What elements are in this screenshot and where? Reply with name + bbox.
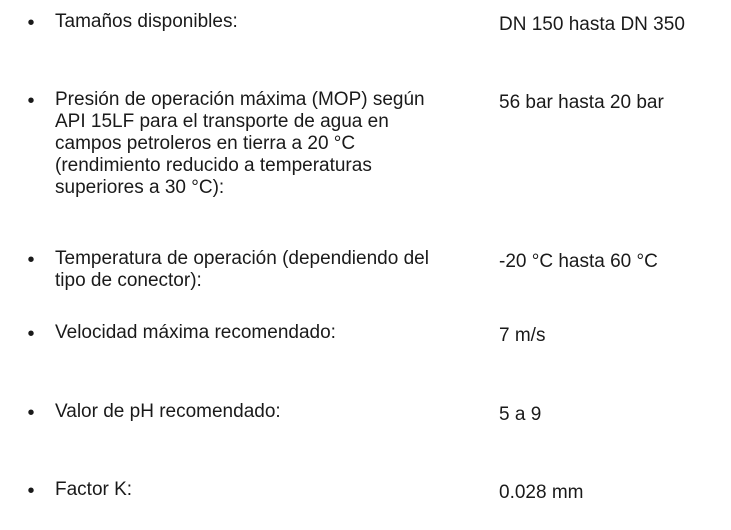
bullet-icon: • (27, 402, 35, 424)
spec-label: Valor de pH recomendado: (55, 401, 281, 422)
spec-value: 5 a 9 (499, 404, 542, 425)
bullet-icon: • (27, 90, 35, 112)
spec-label: Factor K: (55, 479, 133, 500)
bullet-icon: • (27, 12, 35, 34)
spec-value: 7 m/s (499, 325, 546, 346)
spec-value: 0.028 mm (499, 482, 584, 503)
spec-value: 56 bar hasta 20 bar (499, 92, 664, 113)
bullet-icon: • (27, 480, 35, 502)
spec-label: Velocidad máxima recomendado: (55, 322, 336, 343)
bullet-icon: • (27, 323, 35, 345)
spec-label: Temperatura de operación (dependiendo del tipo de conector): (55, 248, 429, 291)
spec-value: DN 150 hasta DN 350 (499, 14, 685, 35)
spec-value: -20 °C hasta 60 °C (499, 251, 658, 272)
spec-label: Tamaños disponibles: (55, 11, 238, 32)
bullet-icon: • (27, 249, 35, 271)
spec-label: Presión de operación máxima (MOP) según API 15LF para el transporte de agua en campos petroleros en tierra a 20 °C (rendimiento reducido a temperaturas superiores a 30 °C): (55, 89, 425, 198)
